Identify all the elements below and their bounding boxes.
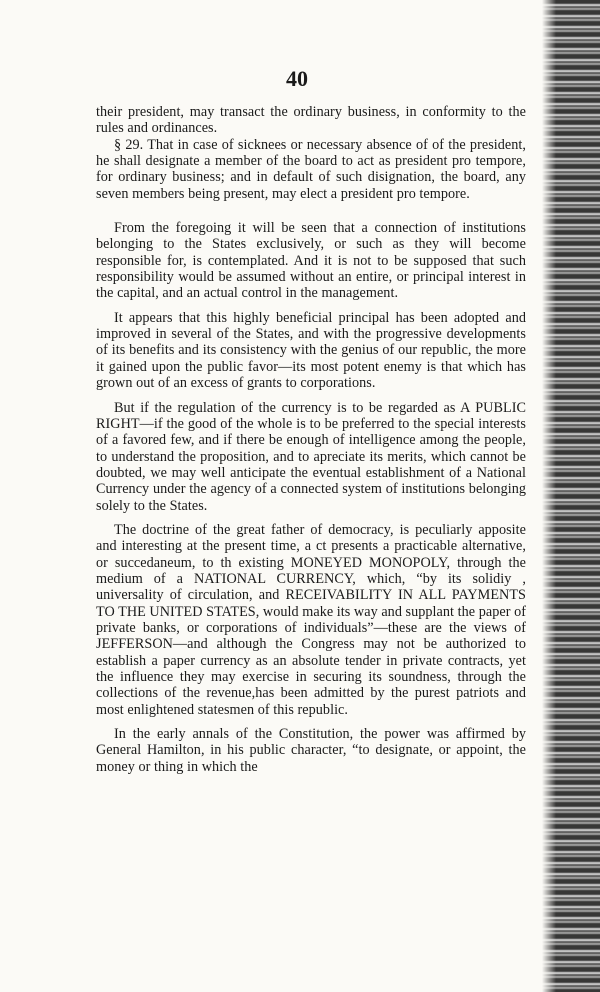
paragraph: But if the regulation of the currency is to be regarded as A PUBLIC RIGHT—if the good of the whole is to be preferred to the special interests of a favored few, and if there be enough of intelligence among the people, to understand the proposition, and to apreciate its merits, which cannot be doubted, we may well anticipate the eventual establishment of a National Currency under the agency of a connected system of institutions belonging solely to the States. xyxy=(96,399,526,514)
page-number: 40 xyxy=(286,66,308,91)
paragraph: In the early annals of the Constitution, the power was affirmed by General Hamilton, in his public character, “to designate, or appoint, the money or thing in which the xyxy=(96,726,526,775)
paragraph: From the foregoing it will be seen that a connection of institutions belonging to the States exclusively, or such as they will become responsible for, is contemplated. And it is not to be supposed that such responsibility would be assumed without an entire, or principal interest in the capital, and an actual control in the management. xyxy=(96,220,526,302)
binding-edge xyxy=(542,0,600,992)
body-text xyxy=(96,104,526,775)
paragraph: The doctrine of the great father of democracy, is peculiarly apposite and interesting at the present time, a ct presents a practicable alternative, or succedaneum, to th existing MONEYED MONOPOLY, through the medium of a NATIONAL CURRENCY, which, “by its solidiy , universality of circulation, and RECEIVABILITY IN ALL PAYMENTS TO THE UNITED STATES, would make its way and supplant the paper of private banks, or corporations of individuals”—these are the views of JEFFERSON—and although the Congress may not be authorized to establish a paper currency as an absolute tender in private contracts, yet the influence they may exercise in securing its soundness, through the collections of the revenue,has been admitted by the purest patriots and most enlightened statesmen of this republic. xyxy=(96,521,526,718)
paragraph: § 29. That in case of sicknees or necessary absence of of the president, he shall designate a member of the board to act as president pro tempore, for ordinary business; and in default of such disignation, the board, any seven members being present, may elect a president pro tempore. xyxy=(96,136,526,202)
paragraph: their president, may transact the ordinary business, in conformity to the rules and ordinances. xyxy=(96,104,526,137)
paragraph: It appears that this highly beneficial principal has been adopted and improved in several of the States, and with the progressive developments of its benefits and its consistency with the genius of our republic, the more it gained upon the public favor—its most potent enemy is that which has grown out of an excess of grants to corporations. xyxy=(96,309,526,392)
